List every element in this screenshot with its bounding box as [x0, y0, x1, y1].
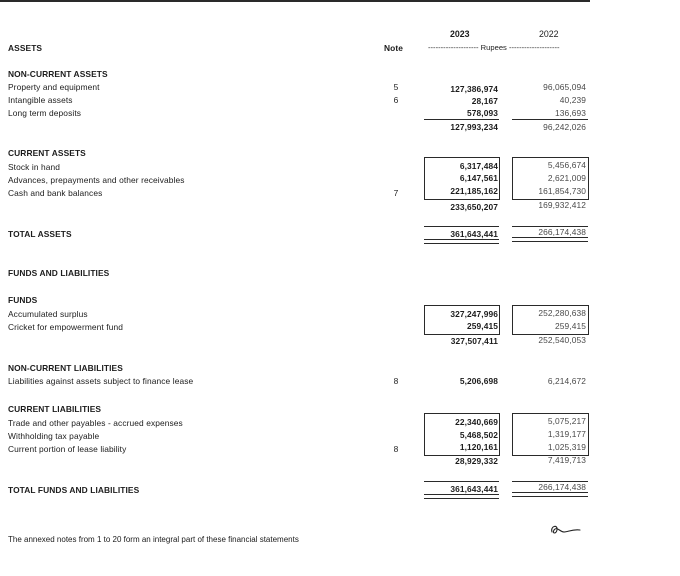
- value-2022: 5,075,217: [547, 416, 586, 426]
- row-label: Advances, prepayments and other receivables: [8, 175, 185, 185]
- total-funds-liabilities-2022: 266,174,438: [538, 482, 586, 492]
- value-2023: 327,247,996: [450, 309, 498, 319]
- note-ref: 8: [393, 444, 399, 454]
- subtotal-rule: [512, 119, 588, 120]
- value-2022: 136,693: [555, 108, 586, 118]
- double-underline: [424, 239, 499, 244]
- value-2023: 578,093: [467, 108, 498, 118]
- value-2022: 2,621,009: [547, 173, 586, 183]
- subtotal-2022: 169,932,412: [538, 200, 586, 210]
- double-underline: [424, 494, 499, 499]
- value-2022: 259,415: [555, 321, 586, 331]
- total-funds-liabilities-2023: 361,643,441: [450, 484, 498, 494]
- subtotal-2023: 127,993,234: [450, 122, 498, 132]
- total-funds-liabilities-label: TOTAL FUNDS AND LIABILITIES: [8, 485, 140, 495]
- footer-note: [8, 531, 388, 545]
- assets-heading: ASSETS: [8, 43, 43, 53]
- footer-note-text: The annexed notes from 1 to 20 form an integral part of these financial statements: [8, 535, 299, 544]
- subtotal-2023: 327,507,411: [450, 336, 498, 346]
- value-2022: 40,239: [559, 95, 586, 105]
- row-label: Withholding tax payable: [8, 431, 100, 441]
- note-column-header: Note: [384, 43, 404, 53]
- subtotal-2023: 28,929,332: [455, 456, 498, 466]
- funds-heading: FUNDS: [8, 295, 38, 305]
- subtotal-2022: 252,540,053: [538, 335, 586, 345]
- subtotal-2023: 233,650,207: [450, 202, 498, 212]
- value-2022: 161,854,730: [538, 186, 586, 196]
- subtotal-2022: 96,242,026: [543, 122, 586, 132]
- total-assets-2022: 266,174,438: [538, 227, 586, 237]
- year-2022-header: 2022: [539, 29, 559, 39]
- value-2022: 1,025,319: [547, 442, 586, 452]
- total-rule: [424, 481, 499, 482]
- total-rule: [424, 226, 499, 227]
- signature-mark: [546, 520, 586, 538]
- value-2023: 6,317,484: [459, 161, 498, 171]
- value-2022: 5,456,674: [547, 160, 586, 170]
- top-rule: [0, 0, 590, 2]
- value-2023: 1,120,161: [459, 442, 498, 452]
- non-current-liabilities-heading: NON-CURRENT LIABILITIES: [8, 363, 123, 373]
- double-underline: [512, 237, 588, 242]
- row-label: Long term deposits: [8, 108, 82, 118]
- row-label: Accumulated surplus: [8, 309, 88, 319]
- row-label: Liabilities against assets subject to finance lease: [8, 376, 194, 386]
- currency-label: -------------------- Rupees --------------------: [428, 43, 560, 52]
- value-2022: 252,280,638: [538, 308, 586, 318]
- value-2023: 6,147,561: [459, 173, 498, 183]
- value-2023: 22,340,669: [455, 417, 498, 427]
- value-2023: 28,167: [471, 96, 498, 106]
- current-liabilities-heading: CURRENT LIABILITIES: [8, 404, 102, 414]
- row-label: Cash and bank balances: [8, 188, 103, 198]
- value-2023: 259,415: [467, 321, 498, 331]
- note-ref: 6: [393, 95, 399, 105]
- value-2023: 127,386,974: [450, 84, 498, 94]
- value-2022: 1,319,177: [547, 429, 586, 439]
- double-underline: [512, 492, 588, 497]
- row-label: Trade and other payables - accrued expenses: [8, 418, 183, 428]
- row-label: Stock in hand: [8, 162, 61, 172]
- value-2023: 5,468,502: [459, 430, 498, 440]
- note-ref: 7: [393, 188, 399, 198]
- total-assets-label: TOTAL ASSETS: [8, 229, 72, 239]
- funds-liabilities-heading: FUNDS AND LIABILITIES: [8, 268, 110, 278]
- subtotal-2022: 7,419,713: [547, 455, 586, 465]
- non-current-assets-heading: NON-CURRENT ASSETS: [8, 69, 108, 79]
- note-ref: 5: [393, 82, 399, 92]
- year-2023-header: 2023: [450, 29, 470, 39]
- value-2022: 6,214,672: [547, 376, 586, 386]
- value-2023: 5,206,698: [459, 376, 498, 386]
- subtotal-rule: [424, 119, 499, 120]
- note-ref: 8: [393, 376, 399, 386]
- current-assets-heading: CURRENT ASSETS: [8, 148, 86, 158]
- value-2023: 221,185,162: [450, 186, 498, 196]
- total-assets-2023: 361,643,441: [450, 229, 498, 239]
- row-label: Current portion of lease liability: [8, 444, 127, 454]
- value-2022: 96,065,094: [543, 82, 586, 92]
- row-label: Cricket for empowerment fund: [8, 322, 123, 332]
- row-label: Intangible assets: [8, 95, 73, 105]
- row-label: Property and equipment: [8, 82, 100, 92]
